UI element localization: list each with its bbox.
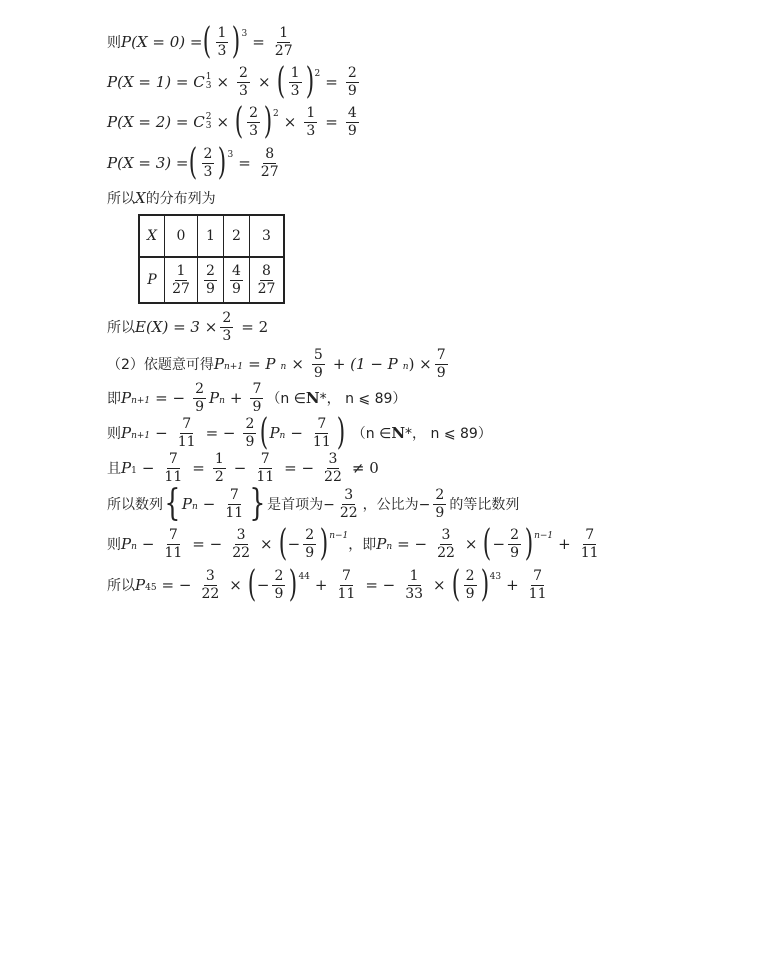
expectation-line: 所以 E(X) = 3 × $\frac{2}{3}$ = 2 <box>107 310 269 344</box>
table-cell: P <box>139 257 165 303</box>
table-row <box>139 257 284 303</box>
part2-general-term: 则 P $_n$ − $\frac{7}{11}$ = − $\frac{3}{22}$ × ( − $\frac{2}{9}$ ) $^{n-1}$ ，即 P $_n$ = − $\frac{3}{22}$ × ( − $\frac{2}{9}$ ) $^{n-1}$ + $\frac{7}{11}$ <box>107 523 599 564</box>
equation-px0 <box>107 21 298 62</box>
table-cell: 3 <box>250 215 285 257</box>
equation-px3: P(X = 3) = ( $\frac{2}{3}$ ) $^3$ = $\frac{8}{27}$ <box>107 142 279 183</box>
fraction: $\frac{2}{3}$ <box>222 310 232 344</box>
result-fraction: $\frac{1}{27}$ <box>274 24 293 59</box>
table-cell: $\frac{4}{9}$ <box>224 257 250 303</box>
table-cell: 2 <box>224 215 250 257</box>
part2-geometric: 所以数列 { P $_n$ − $\frac{7}{11}$ } 是首项为− $\frac{3}{22}$ ，公比为− $\frac{2}{9}$ 的等比数列 <box>107 483 520 524</box>
part2-recurrence: （2）依题意可得 P $_{n+1}$ = P $_n$ × $\frac{5}{9}$ + (1 − P $_n$ ) × $\frac{7}{9}$ <box>107 347 446 381</box>
exponent: 3 <box>241 29 248 39</box>
result-fraction: $\frac{8}{27}$ <box>260 145 279 180</box>
fraction: $\frac{1}{3}$ <box>306 104 316 139</box>
part2-simplified: 即 P $_{n+1}$ = − $\frac{2}{9}$ P $_n$ + $\frac{7}{9}$ （n ∈ N *， n ⩽ 89） <box>107 381 407 415</box>
table-cell: 0 <box>165 215 198 257</box>
exponent: 3 <box>227 150 234 160</box>
result-fraction: $\frac{2}{9}$ <box>347 64 357 99</box>
lhs: P(X = 1) = C <box>107 73 205 91</box>
combination-index: 2 3 <box>205 112 212 131</box>
part2-p45: 所以 P $_{45}$ = − $\frac{3}{22}$ × ( − $\frac{2}{9}$ ) $^{44}$ + $\frac{7}{11}$ = − $\frac{1}{33}$ × ( $\frac{2}{9}$ ) $^{43}$ + $\frac{7}{11}$ <box>107 564 547 605</box>
table-cell: $\frac{2}{9}$ <box>198 257 224 303</box>
result-fraction: $\frac{4}{9}$ <box>347 104 357 139</box>
prefix-text: 则 <box>107 35 121 51</box>
fraction: $\frac{1}{3}$ <box>290 64 300 99</box>
equals: = <box>252 33 265 51</box>
distribution-intro: 所以 X 的分布列为 <box>107 189 216 207</box>
exponent: 2 <box>314 69 321 79</box>
part2-first-term: 且 P $_1$ − $\frac{7}{11}$ = $\frac{1}{2}$ − $\frac{7}{11}$ = − $\frac{3}{22}$ ≠ 0 <box>107 451 379 485</box>
fraction: $\frac{2}{3}$ <box>249 104 258 139</box>
table-cell: $\frac{1}{27}$ <box>165 257 198 303</box>
table-header-row <box>139 215 284 257</box>
lhs: P(X = 3) = <box>107 154 189 172</box>
exponent: 2 <box>273 109 279 119</box>
fraction: $\frac{2}{3}$ <box>203 145 213 180</box>
left-paren: ( <box>203 21 212 62</box>
right-paren: ) <box>232 21 241 62</box>
combination-index: 1 3 <box>205 72 212 91</box>
lhs: P(X = 2) = C <box>107 113 205 131</box>
part2-shifted: 则 P $_{n+1}$ − $\frac{7}{11}$ = − $\frac{2}{9}$ ( P $_n$ − $\frac{7}{11}$ ) （n ∈ N *， n ⩽ 89） <box>107 412 492 453</box>
fraction: $\frac{1}{3}$ <box>217 24 227 59</box>
table-cell: 1 <box>198 215 224 257</box>
table-cell: $\frac{8}{27}$ <box>250 257 285 303</box>
lhs: P(X = 0) = <box>121 33 203 51</box>
table-cell: X <box>139 215 165 257</box>
equation-px2: P(X = 2) = C 2 3 × ( $\frac{2}{3}$ ) $^2$ × $\frac{1}{3}$ = $\frac{4}{9}$ <box>107 101 357 142</box>
equation-px1: P(X = 1) = C 1 3 × $\frac{2}{3}$ × ( $\frac{1}{3}$ ) $^2$ = $\frac{2}{9}$ <box>107 61 357 102</box>
distribution-table <box>138 214 285 304</box>
fraction: $\frac{2}{3}$ <box>239 64 248 99</box>
